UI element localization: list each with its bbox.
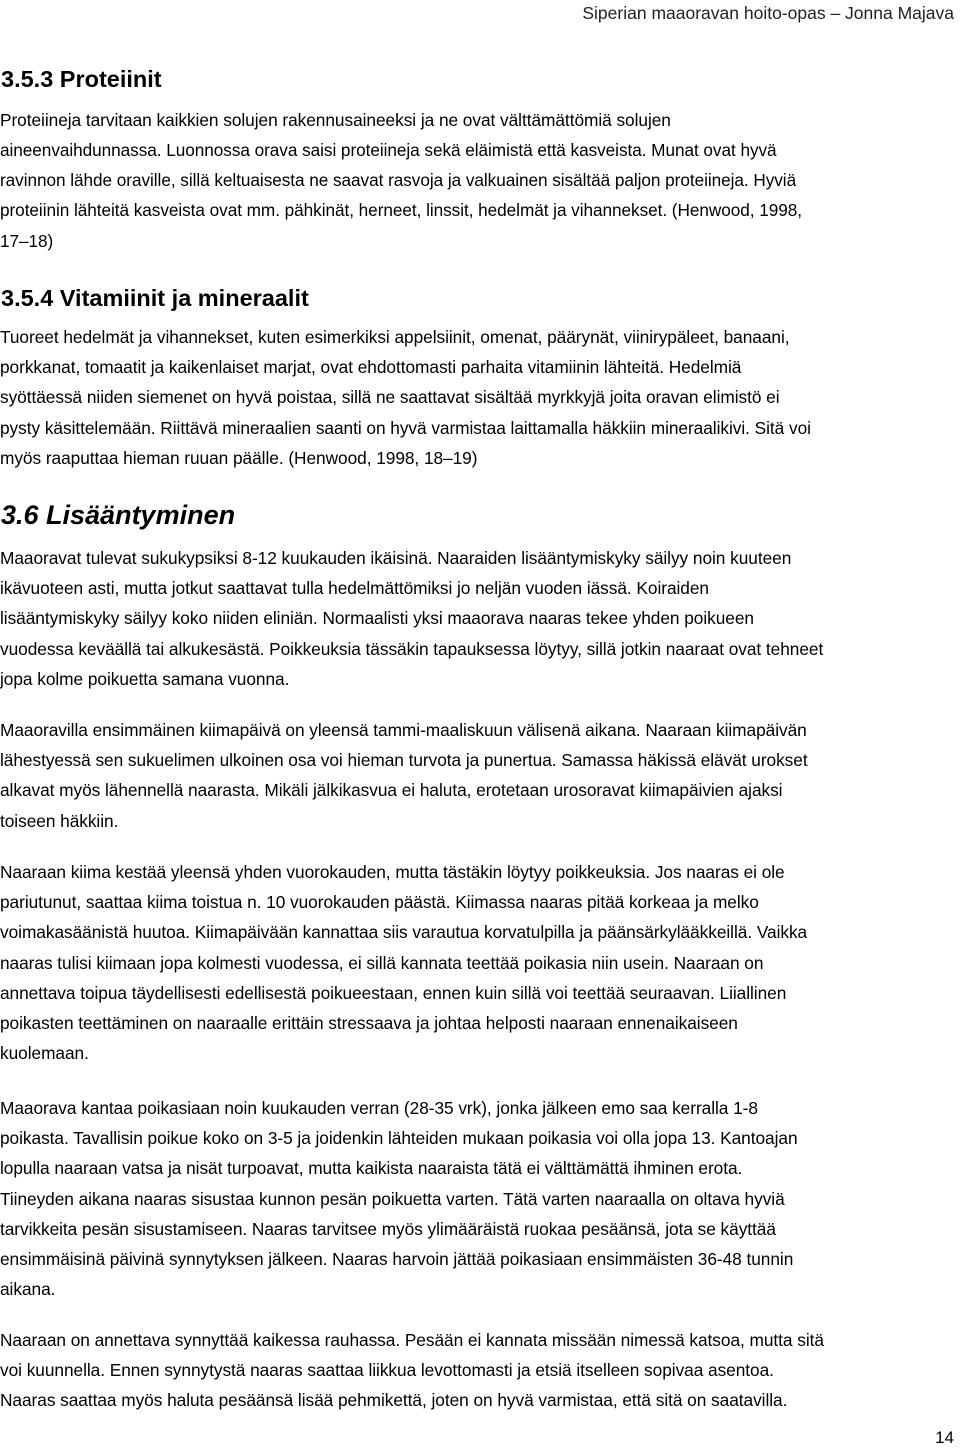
text-line: syöttäessä niiden siemenet on hyvä poistaa, sillä ne saattavat sisältää myrkkyjä joita oravan elimistö ei bbox=[0, 387, 780, 408]
text-line: proteiinin lähteitä kasveista ovat mm. pähkinät, herneet, linssit, hedelmät ja vihannekset. (Henwood, 1998, bbox=[0, 200, 802, 221]
paragraph-proteiinit bbox=[0, 105, 958, 135]
page-number: 14 bbox=[935, 1428, 954, 1447]
paragraph-proteiinit-cont bbox=[0, 135, 958, 256]
text-line: Tuoreet hedelmät ja vihannekset, kuten esimerkiksi appelsiinit, omenat, päärynät, viinirypäleet, banaani, bbox=[0, 327, 790, 347]
text-line: aineenvaihdunnassa. Luonnossa orava saisi proteiineja sekä eläimistä että kasveista. Munat ovat hyvä bbox=[0, 140, 777, 160]
text-line: jopa kolme poikuetta samana vuonna. bbox=[0, 668, 290, 689]
text-line: Naaraan kiima kestää yleensä yhden vuorokauden, mutta tästäkin löytyy poikkeuksia. Jos naaras ei ole bbox=[0, 862, 785, 882]
text-line: Maaorava kantaa poikasiaan noin kuukauden verran (28-35 vrk), jonka jälkeen emo saa kerralla 1-8 bbox=[0, 1098, 758, 1118]
paragraph-lisaantyminen-4 bbox=[0, 1093, 958, 1304]
paragraph-lisaantyminen-3 bbox=[0, 857, 958, 1068]
text-line: porkkanat, tomaatit ja kaikenlaiset marjat, ovat ehdottomasti parhaita vitamiinin lähteitä. Hedelmiä bbox=[0, 357, 742, 378]
text-line: voimakasäänistä huutoa. Kiimapäivään kannattaa siis varautua korvatulpilla ja päänsärkylääkkeillä. Vaikka bbox=[0, 922, 808, 943]
text-line: Naaras saattaa myös haluta pesäänsä lisää pehmikettä, joten on hyvä varmistaa, että sitä on saatavilla. bbox=[0, 1390, 788, 1411]
text-line: poikasten teettäminen on naaraalle erittäin stressaava ja johtaa helposti naaraan ennenaikaiseen bbox=[0, 1012, 738, 1033]
text-line: kuolemaan. bbox=[0, 1043, 89, 1064]
paragraph-lisaantyminen-1 bbox=[0, 543, 958, 694]
text-line: Maaoravilla ensimmäinen kiimapäivä on yleensä tammi-maaliskuun välisenä aikana. Naaraan kiimapäivän bbox=[0, 720, 807, 740]
text-line: myös raaputtaa hieman ruuan päälle. (Henwood, 1998, 18–19) bbox=[0, 447, 478, 468]
section-heading-proteiinit: 3.5.3 Proteiinit bbox=[1, 66, 162, 92]
text-line: voi kuunnella. Ennen synnytystä naaras saattaa liikkua levottomasti ja etsiä itselleen sopivaa asentoa. bbox=[0, 1360, 774, 1381]
text-line: vuodessa keväällä tai alkukesästä. Poikkeuksia tässäkin tapauksessa löytyy, sillä jotkin naaraat ovat tehneet bbox=[0, 638, 824, 659]
text-line: annettava toipua täydellisesti edellisestä poikueestaan, ennen kuin sillä voi teettää seuraavan. Liiallinen bbox=[0, 982, 787, 1003]
text-line: tarvikkeita pesän sisustamiseen. Naaras tarvitsee myös ylimääräistä ruokaa pesäänsä, jota se käyttää bbox=[0, 1218, 776, 1239]
text-line: Proteiineja tarvitaan kaikkien solujen rakennusaineeksi ja ne ovat välttämättömiä solujen bbox=[0, 110, 671, 130]
text-line: lähestyessä sen sukuelimen ulkoinen osa voi hieman turvota ja punertua. Samassa häkissä elävät urokset bbox=[0, 750, 808, 771]
section-heading-lisaantyminen: 3.6 Lisääntyminen bbox=[1, 500, 236, 530]
text-line: ensimmäisinä päivinä synnytyksen jälkeen. Naaras harvoin jättää poikasiaan ensimmäisten 36-48 tunnin bbox=[0, 1248, 794, 1269]
paragraph-lisaantyminen-5 bbox=[0, 1325, 958, 1416]
running-header: Siperian maaoravan hoito-opas – Jonna Majava bbox=[582, 3, 954, 23]
text-line: toiseen häkkiin. bbox=[0, 810, 119, 831]
text-line: naaras tulisi kiimaan jopa kolmesti vuodessa, ei sillä kannata teettää poikasia niin usein. Naaraan on bbox=[0, 952, 764, 973]
text-line: Tiineyden aikana naaras sisustaa kunnon pesän poikuetta varten. Tätä varten naaraalla on oltava hyviä bbox=[0, 1188, 785, 1209]
text-line: ikävuoteen asti, mutta jotkut saattavat tulla hedelmättömiksi jo neljän vuoden iässä. Koiraiden bbox=[0, 578, 709, 599]
text-line: pariutunut, saattaa kiima toistua n. 10 vuorokauden päästä. Kiimassa naaras pitää korkeaa ja melko bbox=[0, 892, 759, 913]
text-line: pysty käsittelemään. Riittävä mineraalien saanti on hyvä varmistaa laittamalla häkkiin mineraalikivi. Sitä voi bbox=[0, 417, 811, 438]
text-line: alkavat myös lähennellä naarasta. Mikäli jälkikasvua ei haluta, erotetaan urosoravat kiimapäivien ajaksi bbox=[0, 780, 783, 801]
text-line: lisääntymiskyky säilyy koko niiden eliniän. Normaalisti yksi maaorava naaras tekee yhden poikueen bbox=[0, 608, 754, 629]
text-line: Maaoravat tulevat sukukypsiksi 8-12 kuukauden ikäisinä. Naaraiden lisääntymiskyky säilyy noin kuuteen bbox=[0, 548, 792, 568]
text-line: ravinnon lähde oraville, sillä keltuaisesta ne saavat rasvoja ja valkuainen sisältää paljon proteiineja. Hyviä bbox=[0, 170, 797, 191]
text-line: aikana. bbox=[0, 1279, 56, 1300]
text-line: lopulla naaraan vatsa ja nisät turpoavat, mutta kaikista naaraista tätä ei välttämättä ihminen erota. bbox=[0, 1158, 743, 1179]
text-line: 17–18) bbox=[0, 230, 54, 251]
text-line: poikasta. Tavallisin poikue koko on 3-5 ja joidenkin lähteiden mukaan poikasia voi olla jopa 13. Kantoajan bbox=[0, 1128, 798, 1149]
section-heading-vitamiinit: 3.5.4 Vitamiinit ja mineraalit bbox=[1, 285, 309, 311]
text-line: Naaraan on annettava synnyttää kaikessa rauhassa. Pesään ei kannata missään nimessä katsoa, mutta sitä bbox=[0, 1330, 824, 1350]
paragraph-vitamiinit bbox=[0, 322, 958, 473]
paragraph-lisaantyminen-2 bbox=[0, 715, 958, 836]
